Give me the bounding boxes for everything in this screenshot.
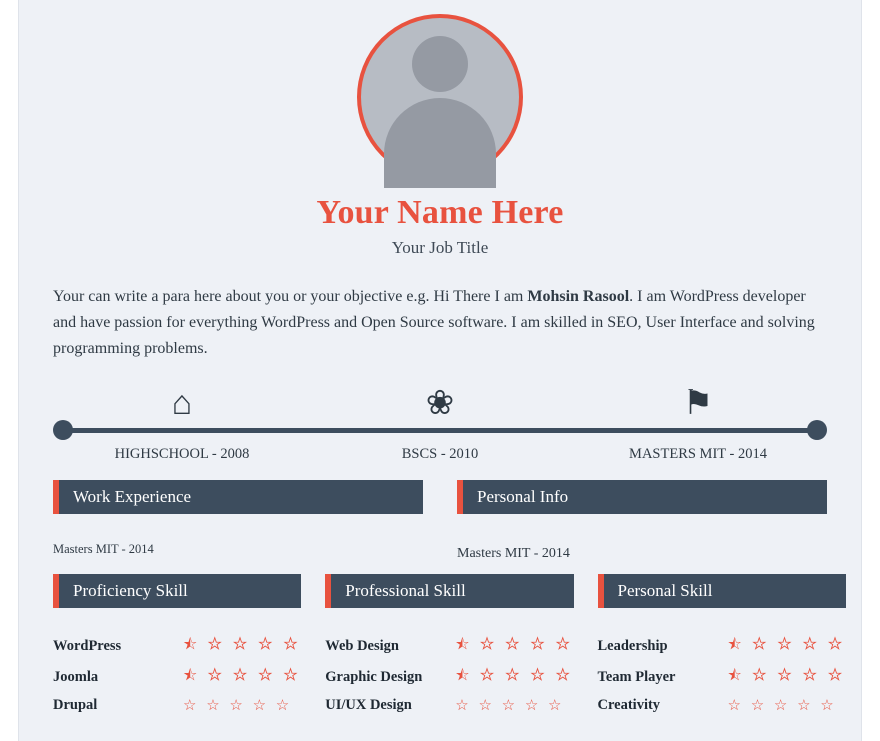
home-icon: ⌂ <box>171 384 193 422</box>
star-rating: ⯪ ☆ ☆ ☆ ☆ <box>727 667 846 684</box>
section-header-personal-skill: Personal Skill <box>598 574 846 608</box>
section-row-skills <box>53 574 846 721</box>
professional-skill-list <box>325 634 573 715</box>
skill-label: UI/UX Design <box>325 696 412 713</box>
intro-after: . I am WordPress developer and have passion for everything WordPress and Open Source software. I am skilled in SEO, User Interface and solving programming problems. <box>53 288 815 357</box>
skill-label: WordPress <box>53 637 122 654</box>
list-item <box>598 665 846 690</box>
list-item <box>325 696 573 715</box>
list-item <box>53 634 301 659</box>
skill-label: Web Design <box>325 637 399 654</box>
intro-before: Your can write a para here about you or your objective e.g. Hi There I am <box>53 288 528 305</box>
timeline-item <box>312 382 567 463</box>
work-experience-column <box>53 480 423 562</box>
intro-highlight-name: Mohsin Rasool <box>527 288 630 305</box>
section-header-professional-skill: Professional Skill <box>325 574 573 608</box>
job-title: Your Job Title <box>391 238 489 257</box>
section-header-work-experience: Work Experience <box>53 480 423 514</box>
section-header-personal-info: Personal Info <box>457 480 827 514</box>
avatar-container <box>53 14 827 180</box>
skill-label: Team Player <box>597 668 676 685</box>
personal-skill-list <box>598 634 846 715</box>
timeline-item <box>54 382 309 463</box>
list-item <box>598 696 846 715</box>
star-rating: ⯪ ☆ ☆ ☆ ☆ <box>183 636 302 653</box>
section-header-proficiency-skill: Proficiency Skill <box>53 574 301 608</box>
avatar <box>357 14 523 180</box>
timeline-item <box>570 382 825 463</box>
star-rating: ⯪ ☆ ☆ ☆ ☆ <box>727 636 846 653</box>
page-title: Your Name Here <box>316 194 564 231</box>
personal-info-column <box>457 480 827 562</box>
timeline-label: MASTERS MIT - 2014 <box>629 445 767 462</box>
resume-sheet <box>18 0 862 741</box>
skill-label: Leadership <box>597 637 668 654</box>
star-rating: ⯪ ☆ ☆ ☆ ☆ <box>183 667 302 684</box>
timeline-label: BSCS - 2010 <box>401 445 479 462</box>
star-rating: ⯪ ☆ ☆ ☆ ☆ <box>455 667 574 684</box>
list-item <box>53 665 301 690</box>
list-item <box>325 665 573 690</box>
proficiency-skill-column <box>53 574 301 721</box>
intro-paragraph <box>53 284 827 362</box>
section-row-top <box>53 480 827 562</box>
education-timeline <box>53 382 827 462</box>
star-rating: ☆ ☆ ☆ ☆ ☆ <box>183 697 293 714</box>
personal-skill-column <box>598 574 846 721</box>
star-rating: ⯪ ☆ ☆ ☆ ☆ <box>455 636 574 653</box>
skill-label: Joomla <box>53 668 99 685</box>
star-rating: ☆ ☆ ☆ ☆ ☆ <box>727 697 837 714</box>
timeline-label: HIGHSCHOOL - 2008 <box>114 445 250 462</box>
professional-skill-column <box>325 574 573 721</box>
skill-label: Drupal <box>53 696 98 713</box>
work-experience-note: Masters MIT - 2014 <box>53 541 154 556</box>
graduation-cap-icon: ⚑ <box>682 384 714 422</box>
person-placeholder-icon <box>412 36 468 92</box>
award-medal-icon: ❀ <box>425 384 455 422</box>
personal-info-note: Masters MIT - 2014 <box>457 545 570 561</box>
list-item <box>53 696 301 715</box>
list-item <box>598 634 846 659</box>
skill-label: Creativity <box>597 696 661 713</box>
star-rating: ☆ ☆ ☆ ☆ ☆ <box>455 697 565 714</box>
list-item <box>325 634 573 659</box>
skill-label: Graphic Design <box>325 668 423 685</box>
proficiency-skill-list <box>53 634 301 715</box>
person-placeholder-body <box>384 98 496 188</box>
